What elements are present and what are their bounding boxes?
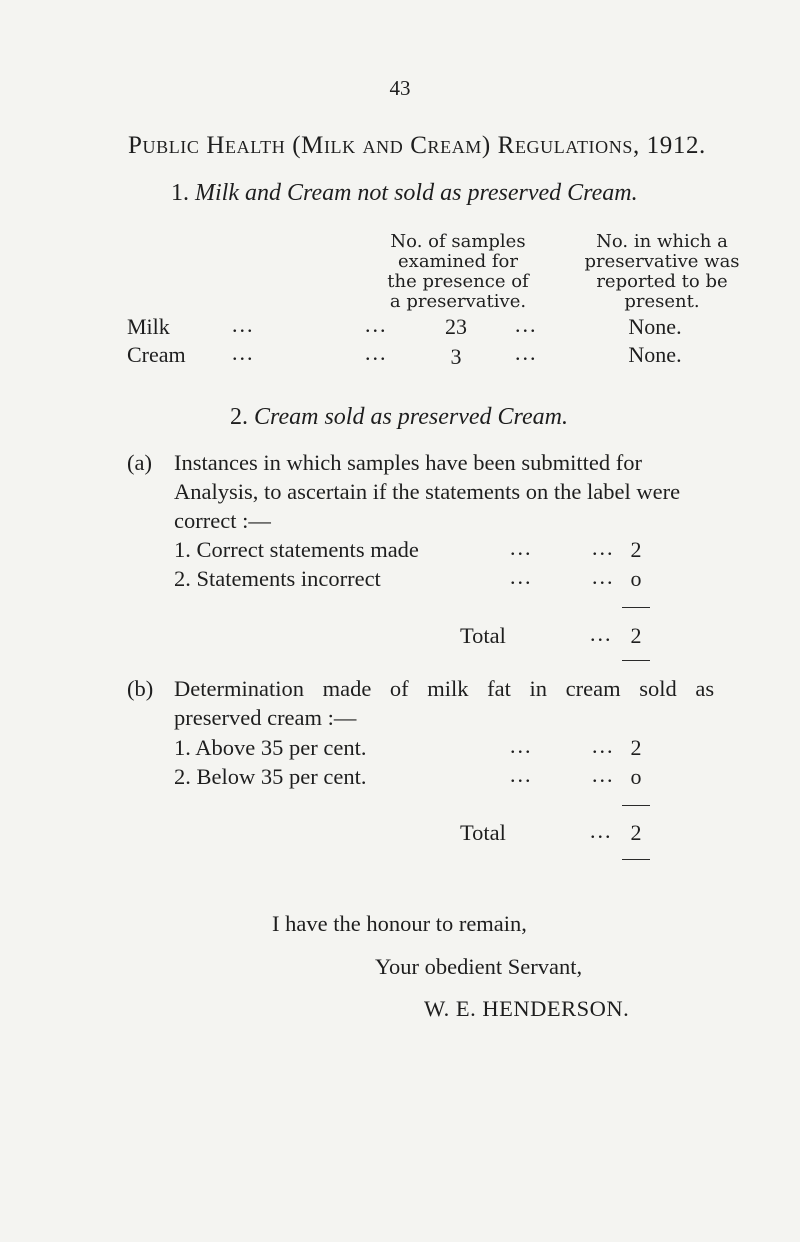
- leader-dots: ...: [510, 762, 533, 787]
- section-1-heading: [171, 180, 638, 207]
- cream-preservative-result: None.: [628, 342, 682, 367]
- section-1-number: 1.: [171, 180, 189, 206]
- total-rule: [622, 859, 650, 860]
- column-header-examined: [368, 232, 548, 312]
- leader-dots: ...: [590, 818, 613, 843]
- header-line: preservative was: [584, 251, 740, 272]
- leader-dots: ...: [232, 340, 255, 365]
- leader-dots: ...: [515, 312, 538, 337]
- part-a-correct-value: 2: [630, 537, 642, 562]
- section-2-number: 2.: [230, 404, 248, 430]
- part-a-total-label: Total: [460, 623, 506, 648]
- part-b-below-value: o: [630, 764, 642, 789]
- part-a-item-incorrect: 2. Statements incorrect: [174, 566, 381, 591]
- sum-rule: [622, 607, 650, 608]
- milk-examined-count: 23: [445, 314, 467, 339]
- section-1-title: Milk and Cream not sold as preserved Cream.: [195, 180, 638, 206]
- leader-dots: ...: [510, 564, 533, 589]
- part-b-total-label: Total: [460, 820, 506, 845]
- header-line: present.: [624, 291, 700, 312]
- part-b-total-value: 2: [630, 820, 642, 845]
- closing-line: Your obedient Servant,: [375, 954, 583, 979]
- part-b-above-value: 2: [630, 735, 642, 760]
- part-a-line: Instances in which samples have been submitted for: [174, 450, 642, 475]
- total-rule: [622, 660, 650, 661]
- part-b-item-below: 2. Below 35 per cent.: [174, 764, 367, 789]
- row-label-milk: Milk: [127, 314, 170, 339]
- leader-dots: ...: [592, 564, 615, 589]
- closing-line: I have the honour to remain,: [272, 911, 527, 936]
- part-a-total-value: 2: [630, 623, 642, 648]
- header-line: the presence of: [387, 271, 529, 292]
- header-line: reported to be: [596, 271, 728, 292]
- leader-dots: ...: [510, 733, 533, 758]
- leader-dots: ...: [365, 340, 388, 365]
- leader-dots: ...: [590, 621, 613, 646]
- leader-dots: ...: [592, 535, 615, 560]
- part-b-line: preserved cream :—: [174, 705, 357, 730]
- page-title: Public Health (Milk and Cream) Regulations, 1912.: [128, 132, 706, 159]
- part-a-incorrect-value: o: [630, 566, 642, 591]
- part-a-line: Analysis, to ascertain if the statements on the label were: [174, 479, 681, 504]
- part-a-item-correct: 1. Correct statements made: [174, 537, 419, 562]
- part-b-marker: (b): [127, 676, 154, 701]
- header-line: examined for: [398, 251, 518, 272]
- leader-dots: ...: [592, 733, 615, 758]
- part-b-line: Determination made of milk fat in cream sold as: [174, 676, 715, 701]
- leader-dots: ...: [510, 535, 533, 560]
- section-2-heading: [230, 404, 568, 431]
- leader-dots: ...: [515, 340, 538, 365]
- section-2-title: Cream sold as preserved Cream.: [254, 404, 568, 430]
- header-line: a preservative.: [389, 291, 527, 312]
- sum-rule: [622, 805, 650, 806]
- part-a-line: correct :—: [174, 508, 271, 533]
- page-number: 43: [389, 76, 411, 100]
- header-line: No. of samples: [390, 231, 526, 252]
- part-a-marker: (a): [127, 450, 152, 475]
- leader-dots: ...: [365, 312, 388, 337]
- header-line: No. in which a: [596, 231, 728, 252]
- leader-dots: ...: [592, 762, 615, 787]
- signature: W. E. HENDERSON.: [424, 996, 630, 1021]
- milk-preservative-result: None.: [628, 314, 682, 339]
- cream-examined-count: 3: [450, 344, 462, 369]
- part-b-item-above: 1. Above 35 per cent.: [174, 735, 367, 760]
- row-label-cream: Cream: [127, 342, 186, 367]
- leader-dots: ...: [232, 312, 255, 337]
- column-header-preservative: [572, 232, 752, 312]
